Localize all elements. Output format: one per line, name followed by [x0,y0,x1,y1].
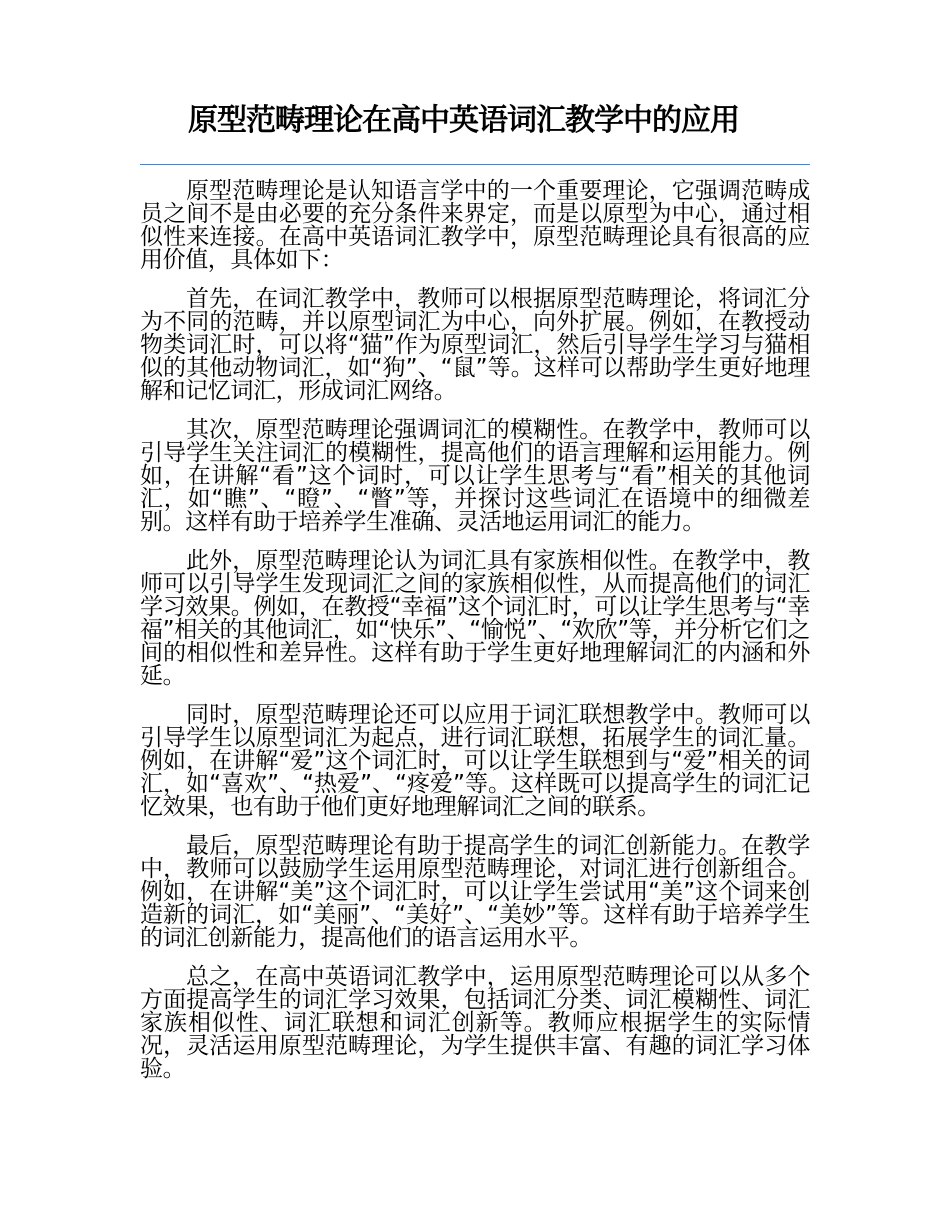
paragraph-intro: 原型范畴理论是认知语言学中的一个重要理论，它强调范畴成员之间不是由必要的充分条件来界定，而是以原型为中心，通过相似性来连接。在高中英语词汇教学中，原型范畴理论具有很高的应用价值，具体如下： [140,178,810,273]
document-title: 原型范畴理论在高中英语词汇教学中的应用 [188,103,739,138]
title-block [140,103,810,165]
paragraph-fourth: 同时，原型范畴理论还可以应用于词汇联想教学中。教师可以引导学生以原型词汇为起点，进行词汇联想，拓展学生的词汇量。例如，在讲解“爱”这个词汇时，可以让学生联想到与“爱”相关的词汇，如“喜欢”、“热爱”、“疼爱”等。这样既可以提高学生的词汇记忆效果，也有助于他们更好地理解词汇之间的联系。 [140,702,810,820]
document-body [140,180,810,1097]
paragraph-conclusion: 总之，在高中英语词汇教学中，运用原型范畴理论可以从多个方面提高学生的词汇学习效果，包括词汇分类、词汇模糊性、词汇家族相似性、词汇联想和词汇创新等。教师应根据学生的实际情况，灵活运用原型范畴理论，为学生提供丰富、有趣的词汇学习体验。 [140,964,810,1082]
paragraph-first: 首先，在词汇教学中，教师可以根据原型范畴理论，将词汇分为不同的范畴，并以原型词汇为中心，向外扩展。例如，在教授动物类词汇时，可以将“猫”作为原型词汇，然后引导学生学习与猫相似的其他动物词汇，如“狗”、“鼠”等。这样可以帮助学生更好地理解和记忆词汇，形成词汇网络。 [140,286,810,404]
paragraph-second: 其次，原型范畴理论强调词汇的模糊性。在教学中，教师可以引导学生关注词汇的模糊性，提高他们的语言理解和运用能力。例如，在讲解“看”这个词时，可以让学生思考与“看”相关的其他词汇，如“瞧”、“瞪”、“瞥”等，并探讨这些词汇在语境中的细微差别。这样有助于培养学生准确、灵活地运用词汇的能力。 [140,417,810,535]
paragraph-fifth: 最后，原型范畴理论有助于提高学生的词汇创新能力。在教学中，教师可以鼓励学生运用原型范畴理论，对词汇进行创新组合。例如，在讲解“美”这个词汇时，可以让学生尝试用“美”这个词来创造新的词汇，如“美丽”、“美好”、“美妙”等。这样有助于培养学生的词汇创新能力，提高他们的语言运用水平。 [140,833,810,951]
paragraph-third: 此外，原型范畴理论认为词汇具有家族相似性。在教学中，教师可以引导学生发现词汇之间的家族相似性，从而提高他们的词汇学习效果。例如，在教授“幸福”这个词汇时，可以让学生思考与“幸福”相关的其他词汇，如“快乐”、“愉悦”、“欢欣”等，并分析它们之间的相似性和差异性。这样有助于学生更好地理解词汇的内涵和外延。 [140,548,810,689]
